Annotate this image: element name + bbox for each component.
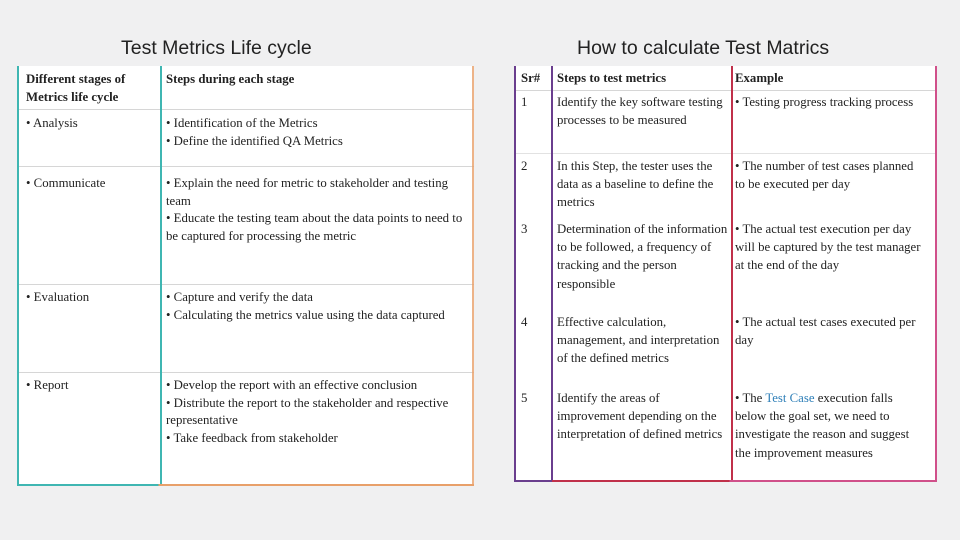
test-case-link[interactable]: Test Case [765, 391, 815, 405]
steps-cell [162, 377, 462, 447]
step-cell: Identify the areas of improvement depending on the interpretation of defined metrics [557, 391, 723, 442]
bottom-border [17, 484, 474, 486]
table-header-cell: Steps during each stage [166, 72, 295, 86]
example-cell: • Testing progress tracking process [735, 95, 914, 109]
stage-cell: • Evaluation [26, 290, 90, 304]
table-header-cell: Steps to test metrics [555, 69, 731, 87]
step-line: • Distribute the report to the stakeholder and respective representative [166, 395, 449, 427]
header-divider [17, 109, 474, 110]
column-divider [160, 66, 162, 486]
column-divider [551, 66, 553, 482]
example-cell [733, 389, 928, 462]
right-border [935, 66, 937, 482]
bottom-border [514, 480, 937, 482]
step-line: • Define the identified QA Metrics [166, 133, 343, 148]
step-line: • Identification of the Metrics [166, 116, 318, 130]
step-line: • Take feedback from stakeholder [166, 430, 338, 445]
row-divider [17, 284, 474, 285]
table-header-cell: Example [733, 69, 928, 87]
left-title: Test Metrics Life cycle [121, 37, 312, 59]
steps-cell [162, 115, 470, 150]
calculation-table [514, 66, 937, 482]
step-line: • Capture and verify the data [166, 290, 313, 304]
step-line: • Educate the testing team about the data points to need to be captured for processing the metric [166, 211, 463, 243]
row-divider [514, 153, 937, 154]
example-cell: • The actual test execution per day will be captured by the test manager at the end of the day [735, 222, 921, 273]
sr-cell: 4 [521, 315, 528, 329]
right-title: How to calculate Test Matrics [577, 37, 830, 59]
table-header-cell: Sr# [519, 69, 553, 87]
step-line: • Explain the need for metric to stakeholder and testing team [166, 176, 449, 208]
steps-cell [162, 175, 470, 245]
sr-cell: 2 [521, 159, 528, 173]
stage-cell: • Report [26, 378, 69, 392]
sr-cell: 1 [521, 95, 528, 109]
lifecycle-table [17, 66, 474, 486]
right-border [472, 66, 474, 486]
sr-cell: 5 [521, 391, 528, 405]
example-text: • The [735, 391, 766, 405]
step-line: • Calculating the metrics value using the data captured [166, 307, 445, 322]
table-header-cell: Different stages of Metrics life cycle [26, 72, 126, 104]
step-cell: Effective calculation, management, and interpretation of the defined metrics [557, 315, 720, 366]
step-cell: In this Step, the tester uses the data as a baseline to define the metrics [557, 159, 714, 210]
sr-cell: 3 [521, 222, 528, 236]
column-divider [731, 66, 733, 482]
example-cell: • The actual test cases executed per day [735, 315, 916, 348]
stage-cell: • Communicate [26, 176, 106, 190]
stage-cell: • Analysis [26, 116, 78, 130]
example-text: execution falls below the goal set, we need to investigate the reason and suggest the improvement measures [735, 391, 910, 460]
example-cell: • The number of test cases planned to be executed per day [735, 159, 914, 192]
step-line: • Develop the report with an effective conclusion [166, 378, 418, 392]
step-cell: Determination of the information to be followed, a frequency of tracking and the person responsible [557, 222, 728, 291]
step-cell: Identify the key software testing processes to be measured [557, 95, 723, 128]
steps-cell [162, 289, 462, 324]
left-border [514, 66, 516, 482]
row-divider [17, 372, 474, 373]
row-divider [17, 166, 474, 167]
left-border [17, 66, 19, 486]
